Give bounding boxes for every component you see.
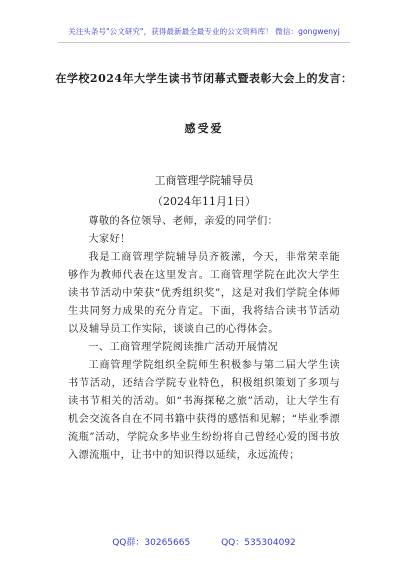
document-title: 在学校2024年大学生读书节闭幕式暨表彰大会上的发言： [55,72,353,85]
document-subtitle: 感受爱 [184,122,224,135]
paragraph: 工商管理学院组织全院师生积极参与第二届大学生读书节活动，还结合学院专业特色，积极组织策划了多项与读书节相关的活动。如“书海探秘之旅”活动，让大学生有机会交流各自在不同书籍中获得的感悟和见解；“毕业季漂流瓶”活动，学院众多毕业生纷纷将自己曾经心爱的图书放入漂流瓶中，让书中的知识得以延续，永远流传； [68,360,340,461]
date-line: （2024年11月1日） [152,195,256,208]
header-divider [58,42,350,43]
section-heading: 一、工商管理学院阅读推广活动开展情况 [88,342,279,353]
qq-number-text: QQ：535304092 [221,538,296,548]
paragraph: 我是工商管理学院辅导员齐筱潆，今天，非常荣幸能够作为教师代表在这里发言。工商管理学院在此次大学生读书节活动中荣获“优秀组织奖”，这是对我们学院全体师生共同努力成果的充分肯定。下面，我将结合读书节活动以及辅导员工作实际，谈谈自己的心得体会。 [68,252,340,335]
qq-group-text: QQ群：30265665 [112,538,191,548]
salutation: 尊敬的各位领导、老师，亲爱的同学们： [88,216,279,227]
author-line: 工商管理学院辅导员 [154,174,254,187]
greeting: 大家好！ [88,234,131,245]
header-promo-text: 关注头条号"公文研究"，获得最新最全最专业的公文资料库！ 微信：gongwenyj [68,27,340,36]
footer-contact [0,535,408,548]
document-body [68,213,340,465]
